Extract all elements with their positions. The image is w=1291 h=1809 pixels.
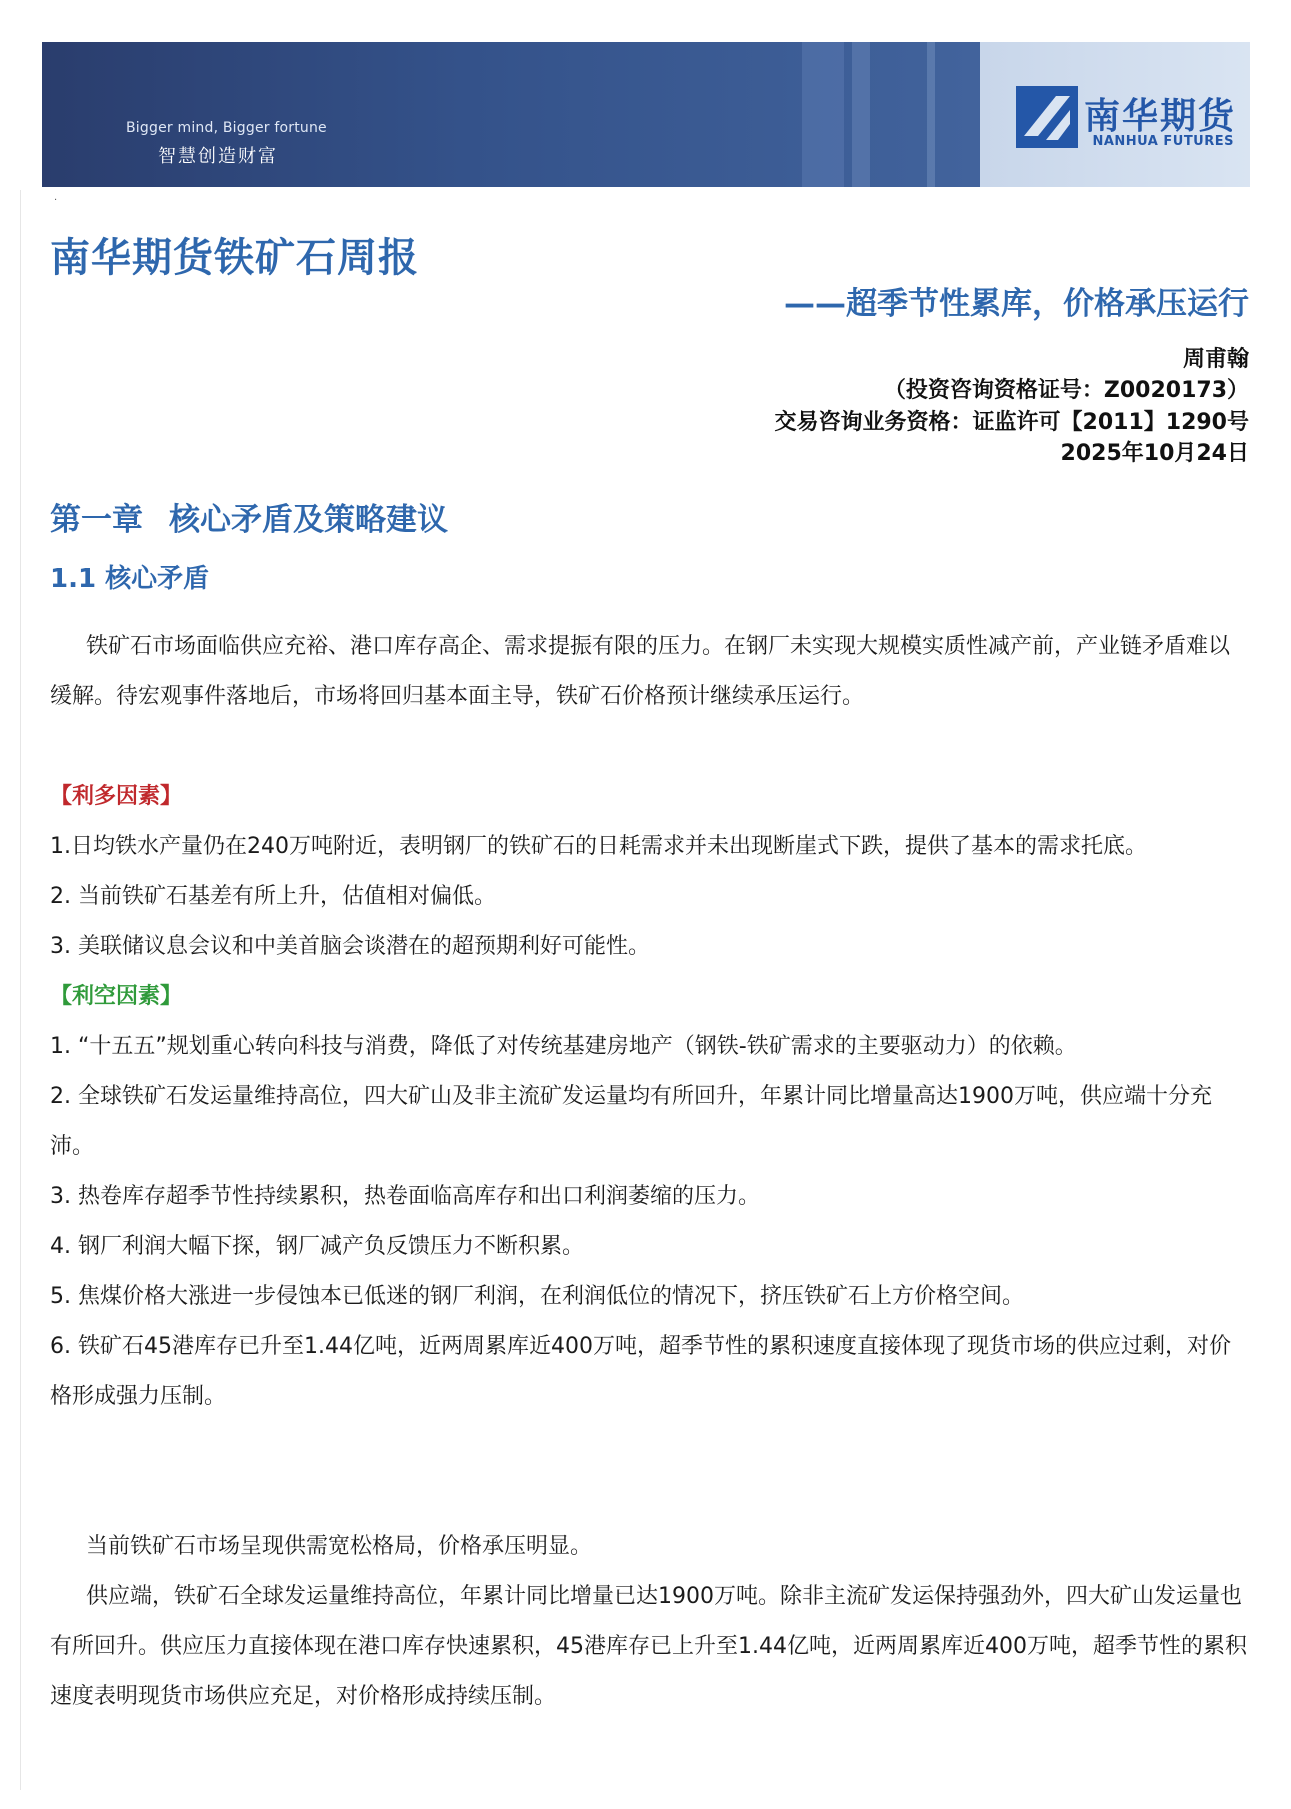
bullish-item: 3. 美联储议息会议和中美首脑会谈潜在的超预期利好可能性。	[50, 934, 650, 959]
slogan-chinese: 智慧创造财富	[158, 146, 278, 167]
factors-block	[50, 772, 1250, 1422]
banner-stripe	[927, 42, 935, 187]
bearish-heading: 【利空因素】	[50, 984, 183, 1009]
report-title: 南华期货铁矿石周报	[50, 235, 419, 281]
bearish-item: 2. 全球铁矿石发运量维持高位，四大矿山及非主流矿发运量均有所回升，年累计同比增量高达1900万吨，供应端十分充沛。	[50, 1084, 1212, 1159]
nanhua-logo-icon	[1016, 86, 1078, 148]
summary-paragraph: 当前铁矿石市场呈现供需宽松格局，价格承压明显。	[86, 1534, 593, 1559]
bearish-item: 3. 热卷库存超季节性持续累积，热卷面临高库存和出口利润萎缩的压力。	[50, 1184, 760, 1209]
summary-block	[50, 1522, 1250, 1722]
logo-panel	[980, 42, 1250, 187]
bearish-item: 6. 铁矿石45港库存已升至1.44亿吨，近两周累库近400万吨，超季节性的累积速度直接体现了现货市场的供应过剩，对价格形成强力压制。	[50, 1334, 1231, 1409]
bullish-item: 1.日均铁水产量仍在240万吨附近，表明钢厂的铁矿石的日耗需求并未出现断崖式下跌，提供了基本的需求托底。	[50, 834, 1147, 859]
banner-stripe	[802, 42, 844, 187]
author-certificate: （投资咨询资格证号：Z0020173）	[883, 378, 1249, 403]
summary-paragraph: 供应端，铁矿石全球发运量维持高位，年累计同比增量已达1900万吨。除非主流矿发运保持强劲外，四大矿山发运量也有所回升。供应压力直接体现在港口库存快速累积，45港库存已上升至1.44亿吨，近两周累库近400万吨，超季节性的累积速度表明现货市场供应充足，对价格形成持续压制。	[50, 1584, 1247, 1709]
section-heading: 1.1 核心矛盾	[50, 564, 210, 594]
chapter-title: 核心矛盾及策略建议	[169, 502, 448, 538]
bullish-item: 2. 当前铁矿石基差有所上升，估值相对偏低。	[50, 884, 496, 909]
chapter-number: 第一章	[50, 502, 143, 538]
bullish-heading: 【利多因素】	[50, 784, 183, 809]
intro-paragraph: 铁矿石市场面临供应充裕、港口库存高企、需求提振有限的压力。在钢厂未实现大规模实质性减产前，产业链矛盾难以缓解。待宏观事件落地后，市场将回归基本面主导，铁矿石价格预计继续承压运行。	[50, 634, 1231, 709]
report-subtitle: ——超季节性累库，价格承压运行	[784, 286, 1249, 322]
logo-text-english: NANHUA FUTURES	[1092, 134, 1234, 149]
business-license: 交易咨询业务资格：证监许可【2011】1290号	[774, 410, 1249, 435]
author-name: 周甫翰	[1182, 347, 1249, 372]
intro-block	[50, 622, 1250, 722]
chapter-heading	[50, 494, 448, 539]
page-edge	[20, 190, 21, 1790]
slogan-english: Bigger mind, Bigger fortune	[126, 120, 327, 136]
dot-mark: .	[54, 192, 58, 203]
bearish-item: 1. “十五五”规划重心转向科技与消费，降低了对传统基建房地产（钢铁-铁矿需求的主要驱动力）的依赖。	[50, 1034, 1077, 1059]
logo-text-chinese: 南华期货	[1083, 96, 1236, 137]
bearish-item: 4. 钢厂利润大幅下探，钢厂减产负反馈压力不断积累。	[50, 1234, 584, 1259]
banner-stripe	[852, 42, 870, 187]
bearish-item: 5. 焦煤价格大涨进一步侵蚀本已低迷的钢厂利润，在利润低位的情况下，挤压铁矿石上方价格空间。	[50, 1284, 1024, 1309]
report-date: 2025年10月24日	[1060, 441, 1249, 466]
header-banner	[42, 42, 1250, 187]
